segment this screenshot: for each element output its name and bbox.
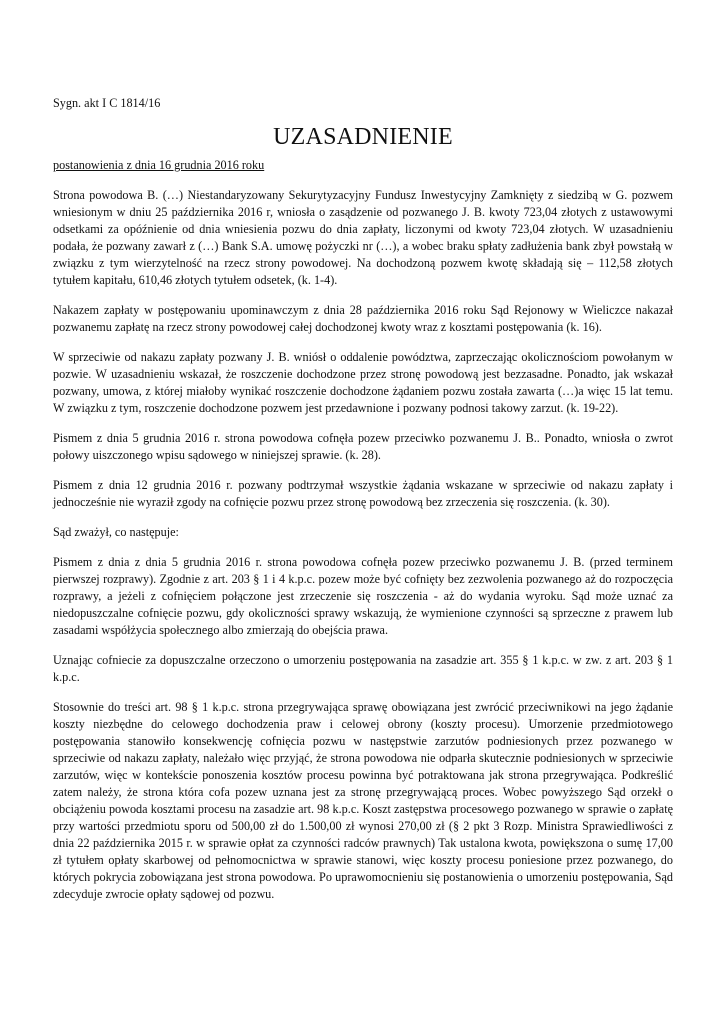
paragraph-defendant-letter: Pismem z dnia 12 grudnia 2016 r. pozwany podtrzymał wszystkie żądania wskazane w sprzeciwie od nakazu zapłaty i jednocześnie nie wyraził zgody na cofnięcie pozwu przez stronę powodową bez zrzeczenia się roszczenia. (k. 30).	[53, 478, 673, 509]
document-page	[53, 95, 673, 916]
paragraph-costs: Stosownie do treści art. 98 § 1 k.p.c. strona przegrywająca sprawę obowiązana jest zwrócić przeciwnikowi na jego żądanie koszty niezbędne do celowego dochodzenia praw i celowej obrony (koszty procesu). Umorzenie przedmiotowego postępowania stanowiło konsekwencję cofnięcia pozwu w następstwie zarzutów podniesionych przez pozwanego w sprzeciwie od nakazu zapłaty, należało więc przyjąć, że strona powodowa nie odparła skutecznie podniesionych w sprzeciwie zarzutów, więc w kontekście ponoszenia kosztów procesu powinna być potraktowana jak strona przegrywająca. Podkreślić zatem należy, że strona która cofa pozew uznana jest za stronę przegrywającą proces. Wobec powyższego Sąd orzekł o obciążeniu powoda kosztami procesu na zasadzie art. 98 k.p.c. Koszt zastępstwa procesowego pozwanego w sprawie o zapłatę przy wartości przedmiotu sporu od 500,00 zł do 1.500,00 zł wynosi 270,00 zł (§ 2 pkt 3 Rozp. Ministra Sprawiedliwości z dnia 22 października 2015 r. w sprawie opłat za czynności radców prawnych) Tak ustalona kwota, powiększona o sumę 17,00 zł tytułem opłaty skarbowej od pełnomocnictwa w sprawie stanowi, więc koszty procesu poniesione przez pozwanego, do których pokrycia zobowiązana jest strona powodowa. Po uprawomocnieniu się postanowienia o umorzeniu postępowania, Sąd zdecyduje zwrocie opłaty sądowej od pozwu.	[53, 700, 673, 901]
paragraph-discontinuance: Uznając cofniecie za dopuszczalne orzeczono o umorzeniu postępowania na zasadzie art. 355 § 1 k.p.c. w zw. z art. 203 § 1 k.p.c.	[53, 653, 673, 684]
document-subtitle: postanowienia z dnia 16 grudnia 2016 roku	[53, 158, 265, 172]
paragraph-payment-order: Nakazem zapłaty w postępowaniu upominawczym z dnia 28 października 2016 roku Sąd Rejonowy w Wieliczce nakazał pozwanemu zapłatę na rzecz strony powodowej całej dochodzonej kwoty wraz z kosztami postępowania (k. 16).	[53, 303, 673, 334]
paragraph-legal-basis: Pismem z dnia z dnia 5 grudnia 2016 r. strona powodowa cofnęła pozew przeciwko pozwanemu J. B. (przed terminem pierwszej rozprawy). Zgodnie z art. 203 § 1 i 4 k.p.c. pozew może być cofnięty bez zezwolenia pozwanego aż do rozpoczęcia rozprawy, a jeżeli z cofnięciem połączone jest zrzeczenie się roszczenia - aż do wydania wyroku. Sąd może uznać za niedopuszczalne cofnięcie pozwu, gdy okoliczności sprawy wskazują, że wymienione czynności są sprzeczne z prawem lub zasadami współżycia społecznego albo zmierzają do obejścia prawa.	[53, 555, 673, 637]
paragraph-withdrawal: Pismem z dnia 5 grudnia 2016 r. strona powodowa cofnęła pozew przeciwko pozwanemu J. B.. Ponadto, wniosła o zwrot połowy uiszczonego wpisu sądowego w niniejszej sprawie. (k. 28).	[53, 431, 673, 462]
case-number: Sygn. akt I C 1814/16	[53, 96, 161, 110]
paragraph-objection: W sprzeciwie od nakazu zapłaty pozwany J. B. wniósł o oddalenie powództwa, zaprzeczając okolicznościom powołanym w pozwie. W uzasadnieniu wskazał, że roszczenie dochodzone przez stronę powodową jest bezzasadne. Ponadto, jak wskazał pozwany, umowa, z której miałoby wynikać roszczenie dochodzone żądaniem pozwu została zawarta (…)a więc 15 lat temu. W związku z tym, roszczenie dochodzone pozwem jest przedawnione i pozwany podnosi takowy zarzut. (k. 19-22).	[53, 350, 673, 415]
paragraph-court-considered: Sąd zważył, co następuje:	[53, 525, 179, 539]
paragraph-claim: Strona powodowa B. (…) Niestandaryzowany Sekurytyzacyjny Fundusz Inwestycyjny Zamknięty z siedzibą w G. pozwem wniesionym w dniu 25 października 2016 r, wniosła o zasądzenie od pozwanego J. B. kwoty 723,04 złotych z ustawowymi odsetkami za opóźnienie od dnia wniesienia pozwu do dnia zapłaty, liczonymi od kwoty 723,04 złotych. W uzasadnieniu podała, że pozwany zawarł z (…) Bank S.A. umowę pożyczki nr (…), a wobec braku spłaty zadłużenia bank zbył powstałą w związku z tym wierzytelność na rzecz strony powodowej. Na dochodzoną pozwem kwotę składają się – 112,58 złotych tytułem kapitału, 610,46 złotych tytułem odsetek, (k. 1-4).	[53, 188, 673, 287]
document-title: UZASADNIENIE	[273, 124, 453, 150]
